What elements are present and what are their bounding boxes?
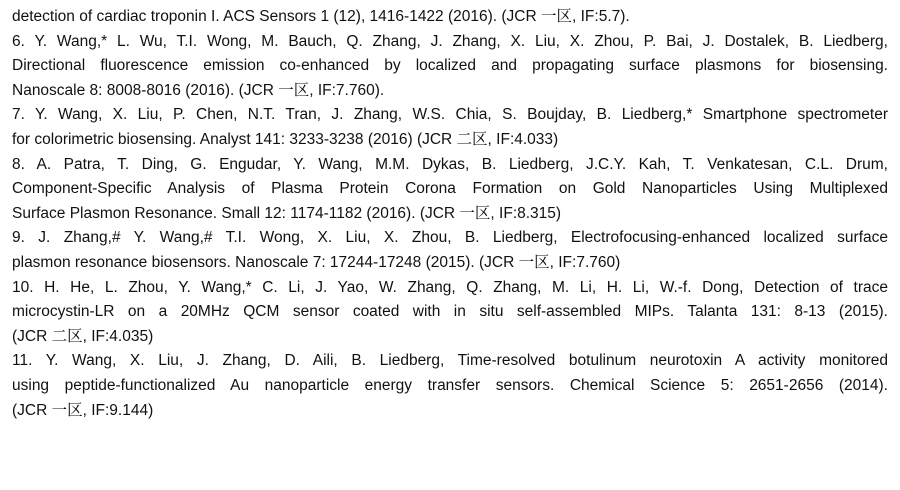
reference-line: detection of cardiac troponin I. ACS Sensors 1 (12), 1416-1422 (2016). (JCR 一区, IF:5.7). bbox=[12, 8, 630, 25]
reference-item-6 bbox=[12, 30, 888, 104]
reference-line: using peptide-functionalized Au nanoparticle energy transfer sensors. Chemical Science 5: 2651-2656 (2014). bbox=[12, 376, 888, 394]
reference-item-5-continued bbox=[12, 5, 888, 30]
reference-item-9 bbox=[12, 226, 888, 275]
reference-line: 10. H. He, L. Zhou, Y. Wang,* C. Li, J. Yao, W. Zhang, Q. Zhang, M. Li, H. Li, W.-f. Dong, Detection of trace bbox=[12, 278, 888, 296]
reference-line: 7. Y. Wang, X. Liu, P. Chen, N.T. Tran, J. Zhang, W.S. Chia, S. Boujday, B. Liedberg,* Smartphone spectrometer bbox=[12, 106, 888, 124]
reference-item-10 bbox=[12, 276, 888, 350]
reference-line: (JCR 一区, IF:9.144) bbox=[12, 401, 154, 419]
reference-line: 6. Y. Wang,* L. Wu, T.I. Wong, M. Bauch, Q. Zhang, J. Zhang, X. Liu, X. Zhou, P. Bai, J. Dostalek, B. Liedberg, bbox=[12, 32, 888, 50]
reference-line: 11. Y. Wang, X. Liu, J. Zhang, D. Aili, B. Liedberg, Time-resolved botulinum neurotoxin A activity monitored bbox=[12, 352, 888, 370]
reference-line: Component‐Specific Analysis of Plasma Protein Corona Formation on Gold Nanoparticles Using Multiplexed bbox=[12, 180, 888, 198]
reference-line: Nanoscale 8: 8008-8016 (2016). (JCR 一区, IF:7.760). bbox=[12, 81, 385, 99]
reference-line: (JCR 二区, IF:4.035) bbox=[12, 327, 154, 345]
reference-line: Directional fluorescence emission co-enhanced by localized and propagating surface plasmons for biosensing. bbox=[12, 57, 888, 75]
reference-line: microcystin-LR on a 20MHz QCM sensor coated with in situ self-assembled MIPs. Talanta 131: 8-13 (2015). bbox=[12, 303, 888, 321]
reference-line: plasmon resonance biosensors. Nanoscale 7: 17244-17248 (2015). (JCR 一区, IF:7.760) bbox=[12, 253, 621, 271]
reference-item-11 bbox=[12, 349, 888, 423]
reference-line: 8. A. Patra, T. Ding, G. Engudar, Y. Wang, M.M. Dykas, B. Liedberg, J.C.Y. Kah, T. Venkatesan, C.L. Drum, bbox=[12, 155, 888, 173]
reference-list bbox=[12, 5, 888, 423]
reference-line: Surface Plasmon Resonance. Small 12: 1174-1182 (2016). (JCR 一区, IF:8.315) bbox=[12, 204, 562, 222]
reference-line: 9. J. Zhang,# Y. Wang,# T.I. Wong, X. Liu, X. Zhou, B. Liedberg, Electrofocusing-enhanced localized surface bbox=[12, 229, 888, 247]
reference-line: for colorimetric biosensing. Analyst 141: 3233-3238 (2016) (JCR 二区, IF:4.033) bbox=[12, 130, 559, 148]
reference-item-8 bbox=[12, 153, 888, 227]
reference-item-7 bbox=[12, 103, 888, 152]
